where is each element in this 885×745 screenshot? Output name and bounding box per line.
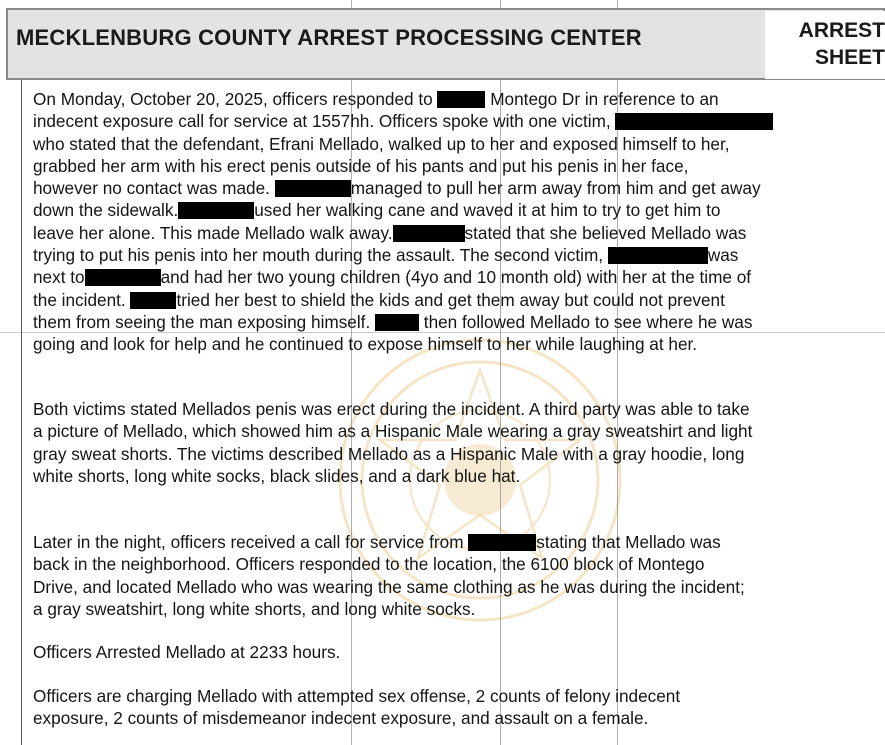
text-run: was (707, 245, 739, 266)
text-run: stating that Mellado was (536, 532, 721, 552)
text-run: On Monday, October 20, 2025, officers responded to (33, 89, 438, 109)
text-line (33, 598, 863, 620)
text-line (33, 311, 863, 333)
text-run: leave her alone. This made Mellado walk away. (33, 222, 393, 243)
arrest-sheet-label (765, 11, 885, 79)
text-line: Officers Arrested Mellado at 2233 hours. (33, 642, 341, 662)
text-line (33, 88, 863, 110)
text-run: tried her best to shield the kids and get them away but could not prevent (176, 289, 725, 310)
redaction-bar (130, 292, 176, 309)
narrative-paragraph-1 (33, 88, 863, 356)
text-line (33, 110, 863, 132)
text-line (33, 199, 863, 221)
header-bar (6, 8, 885, 80)
text-run: used her walking cane and waved it at him to try to get him to (254, 200, 721, 221)
redaction-bar (85, 269, 161, 286)
text-run: who stated that the defendant, Efrani Mellado, walked up to her and exposed himself to her, (33, 133, 730, 154)
text-run: grabbed her arm with his erect penis outside of his pants and put his penis in her face, (33, 155, 689, 176)
redaction-bar (615, 113, 773, 130)
redaction-bar (393, 225, 465, 242)
text-run: then followed Mellado to see where he was (419, 311, 753, 332)
text-line (33, 333, 863, 355)
text-line (33, 576, 863, 598)
text-run: Drive, and located Mellado who was wearing the same clothing as he was during the incident; (33, 576, 745, 597)
text-line: a picture of Mellado, which showed him as a Hispanic Male wearing a gray sweatshirt and light (33, 421, 753, 442)
text-run: managed to pull her arm away from him and get away (350, 178, 761, 199)
text-run: next to (33, 267, 85, 288)
redaction-bar (375, 314, 419, 331)
narrative-paragraph-5 (33, 685, 863, 730)
text-run: them from seeing the man exposing himself. (33, 311, 376, 332)
redaction-bar (275, 180, 351, 197)
text-line (33, 553, 863, 575)
redaction-bar (178, 202, 254, 219)
page-title: MECKLENBURG COUNTY ARREST PROCESSING CENTER (16, 25, 642, 50)
text-run: back in the neighborhood. Officers responded to the location, the 6100 block of Montego (33, 554, 705, 575)
text-run: however no contact was made. (33, 178, 275, 199)
text-line (33, 155, 863, 177)
text-run: stated that she believed Mellado was (464, 222, 747, 243)
redaction-bar (468, 534, 536, 551)
text-line: exposure, 2 counts of misdemeanor indecent exposure, and assault on a female. (33, 708, 649, 729)
text-line (33, 531, 863, 553)
text-line (33, 244, 863, 266)
text-line (33, 289, 863, 311)
text-line: Officers are charging Mellado with attempted sex offense, 2 counts of felony indecent (33, 686, 681, 706)
narrative-paragraph-2 (33, 398, 863, 487)
text-line (33, 133, 863, 155)
text-run: and had her two young children (4yo and 10 month old) with her at the time of (160, 267, 752, 288)
text-line: white shorts, long white socks, black slides, and a dark blue hat. (33, 465, 521, 486)
text-run: Later in the night, officers received a call for service from (33, 532, 469, 552)
sheet-label-line1: ARREST (798, 19, 885, 42)
text-run: going and look for help and he continued to expose himself to her while laughing at her. (33, 334, 698, 355)
redaction-bar (608, 247, 708, 264)
narrative-paragraph-3 (33, 531, 863, 620)
text-run: indecent exposure call for service at 1557hh. Officers spoke with one victim, (33, 111, 616, 132)
text-line (33, 222, 863, 244)
text-run: the incident. (33, 289, 131, 310)
narrative-paragraph-4 (33, 641, 863, 663)
text-line (33, 177, 863, 199)
text-line: Both victims stated Mellados penis was erect during the incident. A third party was able to take (33, 399, 750, 419)
text-line (33, 266, 863, 288)
sheet-label-line2: SHEET (814, 46, 885, 69)
redaction-bar (437, 91, 485, 108)
text-run: Montego Dr in reference to an (485, 89, 719, 109)
text-run: a gray sweatshirt, long white shorts, and long white socks. (33, 598, 476, 619)
text-run: down the sidewalk. (33, 200, 179, 221)
text-run: trying to put his penis into her mouth during the assault. The second victim, (33, 245, 608, 266)
text-line: gray sweat shorts. The victims described Mellado as a Hispanic Male with a gray hoodie, long (33, 443, 745, 464)
